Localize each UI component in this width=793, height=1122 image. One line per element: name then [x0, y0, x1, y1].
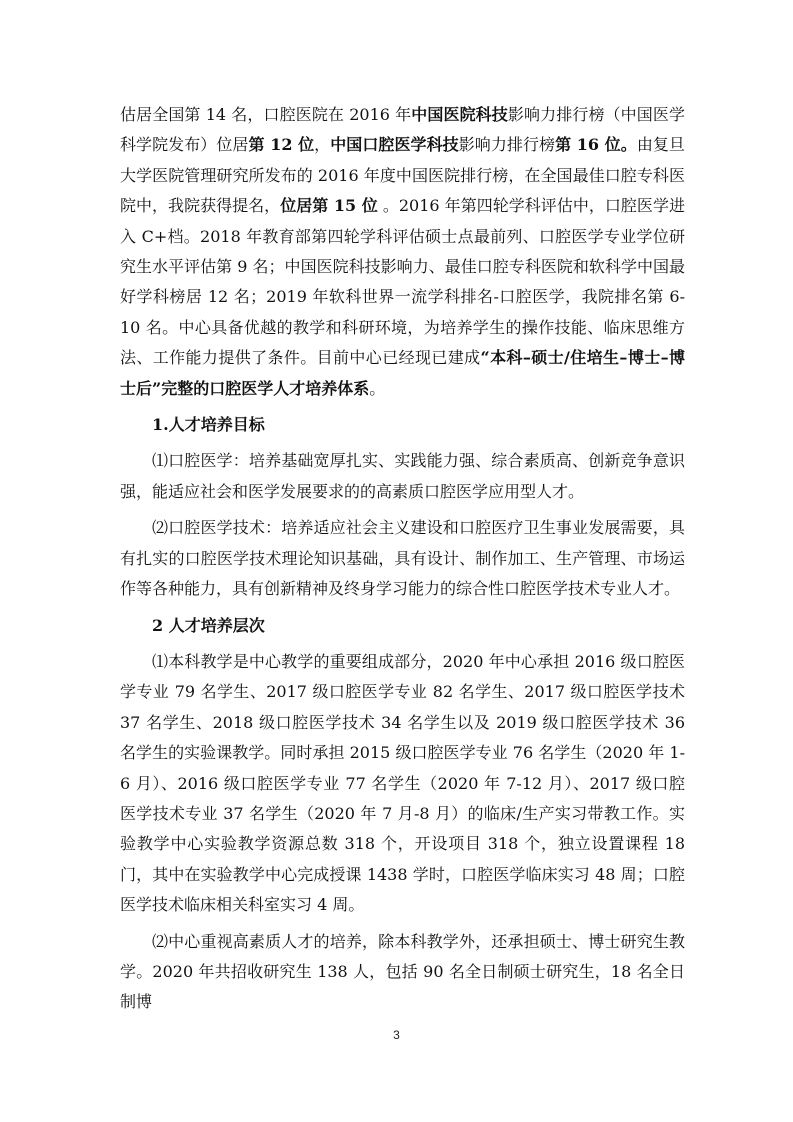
postgraduate-teaching-paragraph: ⑵中心重视高素质人才的培养，除本科教学外，还承担硕士、博士研究生教学。2020 年共招收研究生 138 人，包括 90 名全日制硕士研究生，18 名全日制博	[120, 931, 685, 1012]
intro-text-1: 估居全国第 14 名，口腔医院在 2016 年	[120, 105, 412, 124]
section-heading-training-levels: 2 人才培养层次	[152, 615, 265, 635]
intro-bold-5: 位居第 15 位	[280, 196, 378, 216]
intro-bold-1: 中国医院科技	[411, 105, 508, 124]
intro-text-3: ，	[314, 135, 331, 155]
intro-paragraph	[120, 100, 685, 404]
section-heading-training-goals: 1.人才培养目标	[152, 415, 265, 435]
page-content	[120, 100, 685, 1018]
intro-text-7: 。	[369, 378, 386, 398]
undergraduate-teaching-paragraph: ⑴本科教学是中心教学的重要组成部分，2020 年中心承担 2016 级口腔医学专业 79 名学生、2017 级口腔医学专业 82 名学生、2017 级口腔医学技术 37 名学生、2018 级口腔医学技术 34 名学生以及 2019 级口腔医学技术 36 名学生的实验课教学。同时承担 2015 级口腔医学专业 76 名学生（2020 年 1-6 月）、2016 级口腔医学专业 77 名学生（2020 年 7-12 月）、2017 级口腔医学技术专业 37 名学生（2020 年 7 月-8 月）的临床/生产实习带教工作。实验教学中心实验教学资源总数 318 个，开设项目 318 个，独立设置课程 18 门，其中在实验教学中心完成授课 1438 学时，口腔医学临床实习 48 周；口腔医学技术临床相关科室实习 4 周。	[120, 651, 685, 915]
intro-bold-2: 第 12 位	[248, 135, 315, 155]
intro-text-4: 影响力排行榜	[458, 135, 556, 155]
intro-text-2: 影响力排行榜（中国医学科学院发布）位居	[120, 105, 685, 155]
intro-bold-3: 中国口腔医学科技	[330, 135, 459, 155]
intro-text-5: 由复旦大学医院管理研究所发布的 2016 年度中国医院排行榜，在全国最佳口腔专科医院中，我院获得提名，	[120, 135, 685, 216]
intro-bold-4: 第 16 位。	[555, 135, 637, 155]
intro-bold-6: “本科–硕士/住培生–博士–博士后”完整的口腔医学人才培养体系	[120, 348, 685, 398]
page-number: 3	[393, 1028, 400, 1042]
goal-dental-technology-paragraph: ⑵口腔医学技术：培养适应社会主义建设和口腔医疗卫生事业发展需要，具有扎实的口腔医学技术理论知识基础，具有设计、制作加工、生产管理、市场运作等各种能力，具有创新精神及终身学习能力的综合性口腔医学技术专业人才。	[120, 518, 685, 599]
goal-stomatology-paragraph: ⑴口腔医学：培养基础宽厚扎实、实践能力强、综合素质高、创新竞争意识强，能适应社会和医学发展要求的的高素质口腔医学应用型人才。	[120, 451, 685, 501]
intro-text-6: 。2016 年第四轮学科评估中，口腔医学进入 C+档。2018 年教育部第四轮学科评估硕士点最前列、口腔医学专业学位研究生水平评估第 9 名；中国医院科技影响力、最佳口腔专科医院和软科学中国最好学科榜居 12 名；2019 年软科世界一流学科排名-口腔医学，我院排名第 6-10 名。中心具备优越的教学和科研环境，为培养学生的操作技能、临床思维方法、工作能力提供了条件。目前中心已经现已建成	[120, 196, 685, 368]
